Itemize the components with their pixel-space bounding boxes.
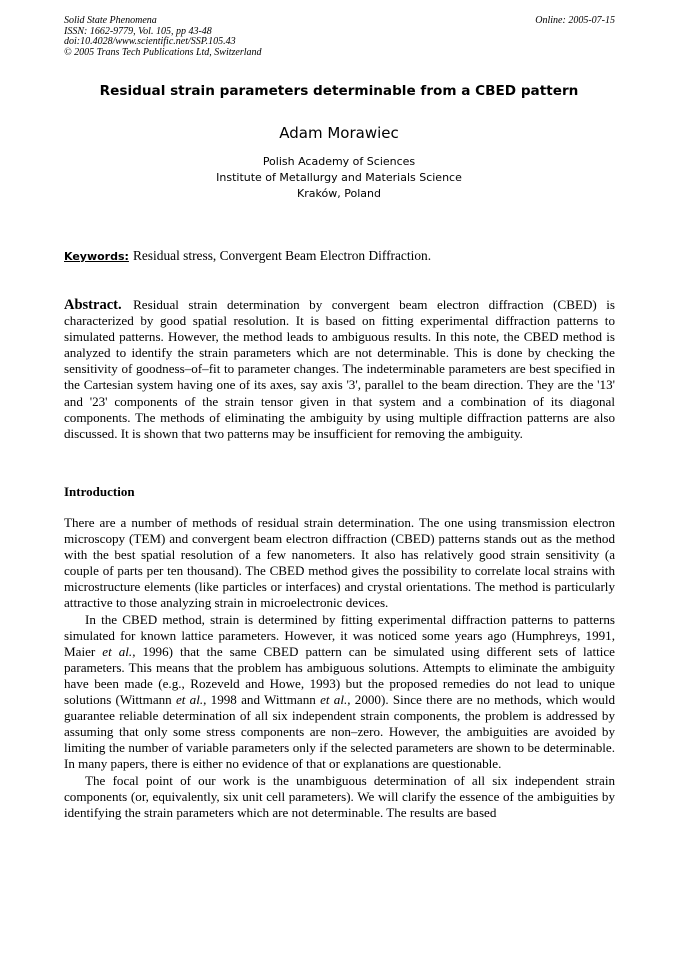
doi-line: doi:10.4028/www.scientific.net/SSP.105.43 <box>64 36 236 48</box>
section-heading-introduction: Introduction <box>64 484 135 499</box>
author-name: Adam Morawiec <box>279 124 399 142</box>
copyright-line: © 2005 Trans Tech Publications Ltd, Switzerland <box>64 47 262 59</box>
abstract <box>64 297 615 442</box>
publication-header <box>64 16 484 59</box>
text-run: et al. <box>102 643 133 659</box>
text-run: , 1998 and Wittmann <box>203 692 321 708</box>
affiliation-line: Kraków, Poland <box>297 187 381 200</box>
paragraph: There are a number of methods of residual strain determination. The one using transmission electron microscopy (TEM) and convergent beam electron diffraction (CBED) patterns stands out as the method with the best spatial resolution of a few nanometers. It also has relatively good strain sensitivity (a couple of parts per ten thousand). The CBED method gives the possibility to correlate local strains with microstructure elements (like particles or interfaces) and crystal orientations. The method is particularly attractive to those analyzing strain in microelectronic devices. <box>64 515 615 611</box>
affiliation <box>64 154 614 202</box>
keywords-label: Keywords: <box>64 250 129 263</box>
text-run: In the CBED method, strain is determined by fitting experimental diffraction patterns to patterns simulated for known lattice parameters. However, it was noticed some years ago (Humphreys, 1991, Maier <box>64 611 615 659</box>
paragraph <box>64 612 615 773</box>
text-run: et al. <box>320 692 348 708</box>
journal-name: Solid State Phenomena <box>64 15 157 26</box>
paragraph: The focal point of our work is the unambiguous determination of all six independent strain components (or, equivalently, six unit cell parameters). We will clarify the essence of the ambiguities by identifying the strain parameters which are not determinable. The results are based <box>64 772 615 820</box>
text-run: , 2000). Since there are no methods, which would guarantee reliable determination of all six independent strain components, the problem is addressed by assuming that only some stress components are non–zero. However, the ambiguities are avoided by limiting the number of variable parameters only if the selected parameters are shown to be determinable. In many papers, there is either no evidence of that or explanations are questionable. <box>64 692 616 772</box>
paper-title: Residual strain parameters determinable from a CBED pattern <box>99 83 579 99</box>
online-date: Online: 2005-07-15 <box>535 15 615 26</box>
abstract-label: Abstract. <box>64 297 122 313</box>
affiliation-line: Polish Academy of Sciences <box>262 155 416 168</box>
affiliation-line: Institute of Metallurgy and Materials Science <box>216 171 462 184</box>
introduction-body <box>64 515 615 821</box>
text-run: et al. <box>175 692 204 708</box>
issn-line: ISSN: 1662-9779, Vol. 105, pp 43-48 <box>64 25 212 37</box>
abstract-text: Residual strain determination by convergent beam electron diffraction (CBED) is characterized by good spatial resolution. It is based on fitting experimental diffraction patterns to simulated patterns. However, the method leads to ambiguous results. In this note, the CBED method is analyzed to identify the strain parameters which are not determinable. This is done by checking the sensitivity of goodness–of–fit to parameter changes. The indeterminable parameters are best specified in the Cartesian system having one of its axes, say axis '3', parallel to the beam direction. They are the '13' and '23' components of the strain tensor given in that system and a combination of its diagonal components. The methods of eliminating the ambiguity by using multiple diffraction patterns are also discussed. It is shown that two patterns may be insufficient for removing the ambiguity. <box>64 297 615 441</box>
text-run: , 1996) that the same CBED pattern can be simulated using different sets of lattice parameters. This means that the problem has ambiguous solutions. Attempts to eliminate the ambiguity have been made (e.g., Rozeveld and Howe, 1993) but the proposed remedies do not lead to unique solutions (Wittmann <box>64 643 615 708</box>
keywords <box>64 248 624 264</box>
keywords-text: Residual stress, Convergent Beam Electron Diffraction. <box>132 248 432 263</box>
